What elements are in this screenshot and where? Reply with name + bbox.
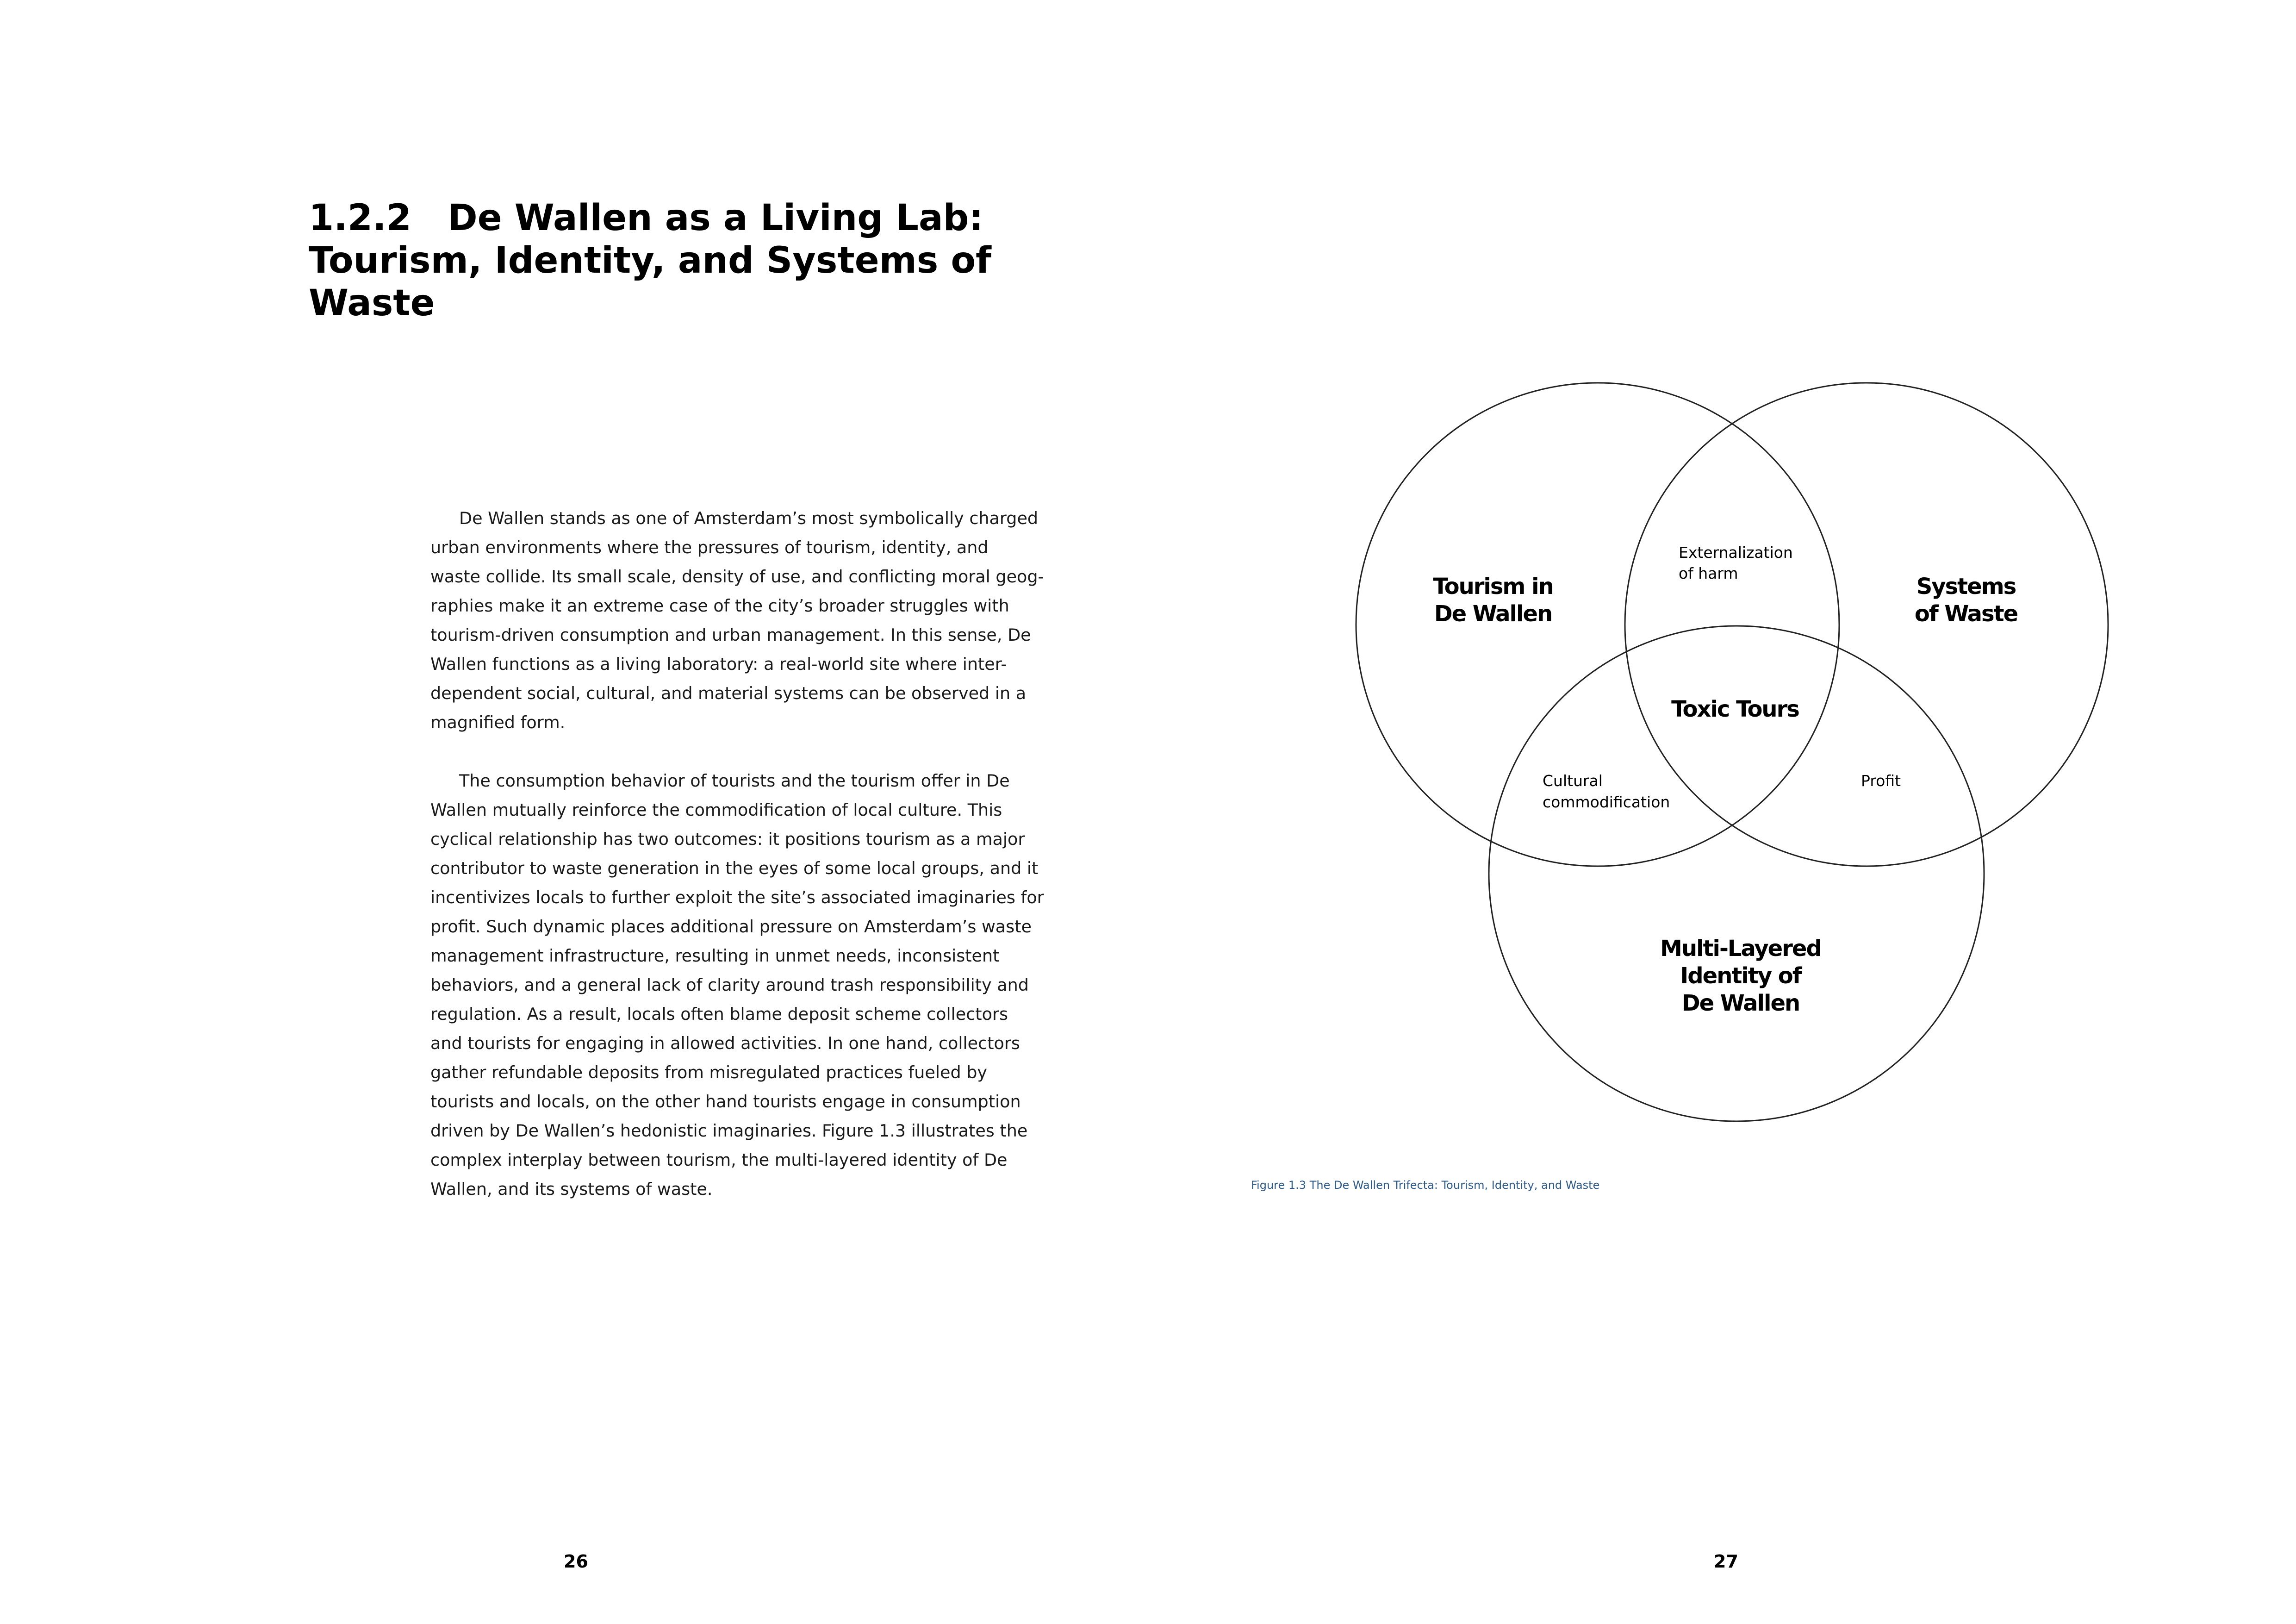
paragraph-line: regulation. As a result, locals often blame deposit scheme collectors — [430, 1004, 1008, 1024]
paragraph-line: waste collide. Its small scale, density of use, and conflicting moral geog- — [430, 567, 1044, 587]
paragraph-line: tourists and locals, on the other hand tourists engage in consumption — [430, 1092, 1021, 1112]
paragraph-line: contributor to waste generation in the eyes of some local groups, and it — [430, 858, 1039, 878]
paragraph-line: complex interplay between tourism, the multi-layered identity of De — [430, 1150, 1008, 1170]
label-multi-layered: Multi-Layered — [1660, 936, 1821, 962]
paragraph-line: urban environments where the pressures of tourism, identity, and — [430, 537, 989, 557]
label-systems: Systems — [1916, 574, 2016, 600]
paragraph-line: magnified form. — [430, 712, 566, 732]
paragraph-2 — [430, 766, 1078, 1204]
paragraph-line: driven by De Wallen’s hedonistic imaginaries. Figure 1.3 illustrates the — [430, 1121, 1028, 1141]
section-heading — [309, 197, 1003, 325]
label-identity-of: Identity of — [1680, 963, 1801, 989]
paragraph-line: Wallen, and its systems of waste. — [430, 1179, 713, 1199]
label-externalization: Externalization — [1679, 543, 1793, 562]
label-commodification: commodification — [1543, 793, 1670, 811]
venn-diagram — [1148, 0, 2296, 1250]
paragraph-line: incentivizes locals to further exploit the site’s associated imaginaries for — [430, 887, 1044, 907]
paragraph-line: tourism-driven consumption and urban management. In this sense, De — [430, 625, 1031, 645]
paragraph-1 — [430, 504, 1078, 737]
paragraph-line: profit. Such dynamic places additional pressure on Amsterdam’s waste — [430, 917, 1032, 937]
paragraph-line: De Wallen stands as one of Amsterdam’s most symbolically charged — [459, 508, 1039, 528]
label-cultural: Cultural — [1543, 772, 1603, 790]
label-toxic-tours: Toxic Tours — [1671, 696, 1799, 722]
section-number: 1.2.2 — [309, 197, 412, 239]
paragraph-line: Wallen mutually reinforce the commodification of local culture. This — [430, 800, 1002, 820]
figure-caption: Figure 1.3 The De Wallen Trifecta: Tourism, Identity, and Waste — [1251, 1179, 1600, 1192]
paragraph-line: raphies make it an extreme case of the city’s broader struggles with — [430, 596, 1009, 616]
paragraph-line: behaviors, and a general lack of clarity around trash responsibility and — [430, 975, 1029, 995]
heading-line-2: Tourism, Identity, and Systems of — [309, 240, 991, 281]
label-of-waste: of Waste — [1914, 601, 2018, 627]
paragraph-line: dependent social, cultural, and material systems can be observed in a — [430, 683, 1027, 703]
venn-circle-waste — [1625, 383, 2108, 866]
paragraph-line: The consumption behavior of tourists and the tourism offer in De — [459, 771, 1010, 791]
paragraph-line: Wallen functions as a living laboratory: a real-world site where inter- — [430, 654, 1007, 674]
heading-title-part-1: De Wallen as a Living Lab: — [448, 197, 983, 239]
right-page — [1148, 0, 2296, 1624]
page-number-right: 27 — [1714, 1551, 1738, 1572]
label-profit: Profit — [1861, 772, 1901, 790]
label-de-wallen-c: De Wallen — [1681, 990, 1800, 1016]
paragraph-line: and tourists for engaging in allowed activities. In one hand, collectors — [430, 1033, 1020, 1053]
heading-line-1 — [309, 197, 1003, 239]
paragraph-line: cyclical relationship has two outcomes: it positions tourism as a major — [430, 829, 1025, 849]
body-text — [430, 504, 1078, 1233]
label-de-wallen-a: De Wallen — [1434, 601, 1552, 627]
paragraph-line: management infrastructure, resulting in unmet needs, inconsistent — [430, 946, 1000, 966]
paragraph-line: gather refundable deposits from misregulated practices fueled by — [430, 1062, 987, 1082]
label-of-harm: of harm — [1679, 564, 1738, 582]
page-number-left: 26 — [564, 1551, 588, 1572]
label-tourism-in: Tourism in — [1433, 574, 1553, 600]
heading-line-3: Waste — [309, 282, 435, 324]
